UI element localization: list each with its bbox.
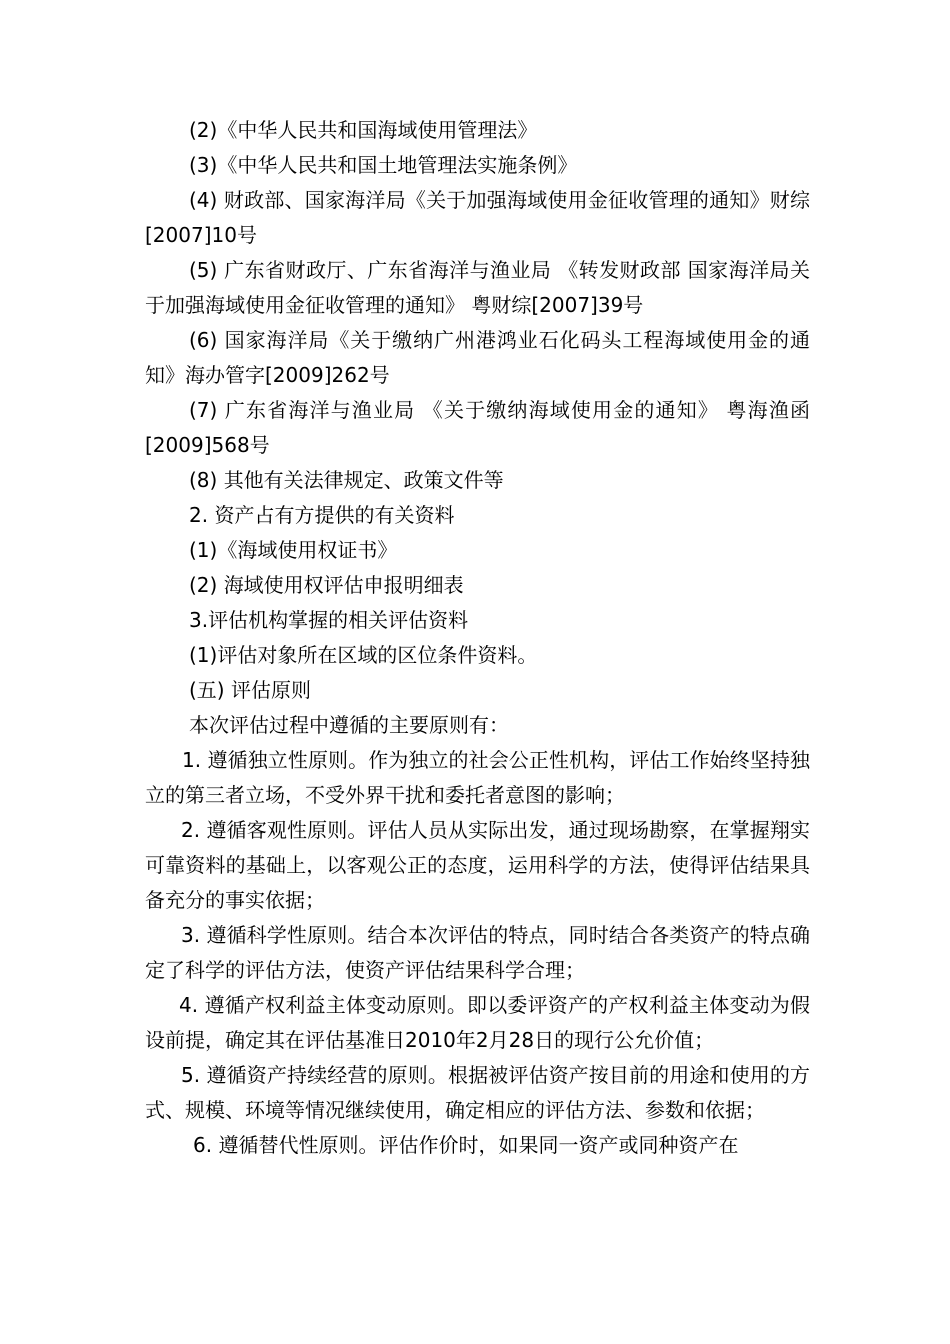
principle-independence: 1. 遵循独立性原则。作为独立的社会公正性机构，评估工作始终坚持独立的第三者立场，不受外界干扰和委托者意图的影响； — [145, 748, 810, 807]
basis-item-6: (6) 国家海洋局《关于缴纳广州港鸿业石化码头工程海域使用金的通知》海办管字[2009]262号 — [145, 328, 810, 387]
principle-scientific: 3. 遵循科学性原则。结合本次评估的特点，同时结合各类资产的特点确定了科学的评估方法，使资产评估结果科学合理； — [145, 923, 810, 982]
basis-item-3: (3)《中华人民共和国土地管理法实施条例》 — [189, 153, 578, 177]
principle-going-concern: 5. 遵循资产持续经营的原则。根据被评估资产按目前的用途和使用的方式、规模、环境等情况继续使用，确定相应的评估方法、参数和依据； — [145, 1063, 810, 1122]
basis-item-2: (2)《中华人民共和国海域使用管理法》 — [189, 118, 538, 142]
asset-holder-item-1: (1)《海域使用权证书》 — [189, 538, 398, 562]
basis-item-8: (8) 其他有关法律规定、政策文件等 — [189, 468, 504, 492]
asset-holder-item-2: (2) 海域使用权评估申报明细表 — [189, 573, 464, 597]
document-body — [145, 113, 810, 1163]
basis-item-7: (7) 广东省海洋与渔业局 《关于缴纳海域使用金的通知》 粤海渔函[2009]568号 — [145, 398, 810, 457]
basis-item-4: (4) 财政部、国家海洋局《关于加强海域使用金征收管理的通知》财综[2007]10号 — [145, 188, 810, 247]
principle-objectivity: 2. 遵循客观性原则。评估人员从实际出发，通过现场勘察，在掌握翔实可靠资料的基础上，以客观公正的态度，运用科学的方法，使得评估结果具备充分的事实依据； — [145, 818, 810, 912]
heading-evaluation-principles: (五) 评估原则 — [189, 678, 311, 702]
basis-item-5: (5) 广东省财政厅、广东省海洋与渔业局 《转发财政部 国家海洋局关于加强海域使用金征收管理的通知》 粤财综[2007]39号 — [145, 258, 810, 317]
section-agency-materials: 3.评估机构掌握的相关评估资料 — [189, 608, 469, 632]
principles-intro: 本次评估过程中遵循的主要原则有： — [189, 713, 509, 737]
principle-substitution: 6. 遵循替代性原则。评估作价时，如果同一资产或同种资产在 — [193, 1133, 739, 1157]
agency-item-1: (1)评估对象所在区域的区位条件资料。 — [189, 643, 538, 667]
section-asset-holder-materials: 2. 资产占有方提供的有关资料 — [189, 503, 455, 527]
principle-property-rights: 4. 遵循产权利益主体变动原则。即以委评资产的产权利益主体变动为假设前提，确定其在评估基准日2010年2月28日的现行公允价值； — [145, 993, 810, 1052]
